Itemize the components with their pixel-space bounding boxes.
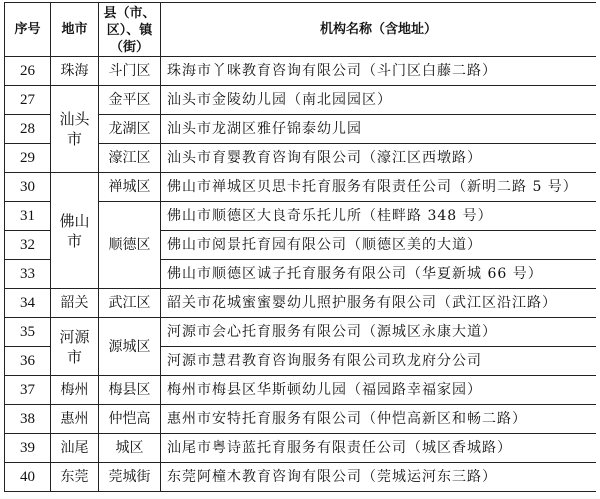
header-org: 机构名称（含地址） [161,3,597,57]
cell-org: 汕头市龙湖区雅仔锦泰幼儿园 [161,115,597,144]
cell-org: 梅州市梅县区华斯顿幼儿园（福园路幸福家园） [161,376,597,405]
cell-city: 东莞 [51,463,99,492]
cell-seq: 31 [5,202,51,231]
cell-org: 珠海市丫咪教育咨询有限公司（斗门区白藤二路） [161,57,597,86]
cell-county: 濠江区 [99,144,161,173]
cell-county: 莞城街 [99,463,161,492]
cell-city: 汕头市 [51,86,99,173]
cell-county: 仲恺高 [99,405,161,434]
table-row [5,463,597,492]
cell-org: 惠州市安特托育服务有限公司（仲恺高新区和畅二路） [161,405,597,434]
header-city: 地市 [51,3,99,57]
cell-org: 佛山市禅城区贝思卡托育服务有限责任公司（新明二路 5 号） [161,173,597,202]
cell-city: 珠海 [51,57,99,86]
cell-county: 金平区 [99,86,161,115]
cell-city: 韶关 [51,289,99,318]
cell-org: 佛山市顺德区诚子托育服务有限公司（华夏新城 66 号） [161,260,597,289]
cell-seq: 26 [5,57,51,86]
cell-org: 汕尾市粤诗蓝托育服务有限责任公司（城区香城路） [161,434,597,463]
cell-seq: 27 [5,86,51,115]
document-page [4,2,596,497]
header-county: 县（市、区）、镇（街） [99,3,161,57]
cell-org: 佛山市顺德区大良奇乐托儿所（桂畔路 348 号） [161,202,597,231]
childcare-institution-table [4,2,596,492]
cell-seq: 38 [5,405,51,434]
cell-seq: 32 [5,231,51,260]
table-row [5,57,597,86]
cell-county: 禅城区 [99,173,161,202]
cell-seq: 28 [5,115,51,144]
cell-seq: 33 [5,260,51,289]
cell-county: 斗门区 [99,57,161,86]
cell-org: 佛山市阅景托育园有限公司（顺德区美的大道） [161,231,597,260]
cell-county: 梅县区 [99,376,161,405]
cell-seq: 37 [5,376,51,405]
cell-seq: 34 [5,289,51,318]
cell-seq: 39 [5,434,51,463]
cell-seq: 29 [5,144,51,173]
cell-org: 韶关市花城蜜蜜婴幼儿照护服务有限公司（武江区沿江路） [161,289,597,318]
cell-city: 河源市 [51,318,99,376]
cell-county: 源城区 [99,318,161,376]
cell-city: 惠州 [51,405,99,434]
cell-org: 东莞阿橦木教育咨询有限公司（莞城运河东三路） [161,463,597,492]
cell-county: 城区 [99,434,161,463]
cell-city: 汕尾 [51,434,99,463]
cell-org: 汕头市金陵幼儿园（南北园园区） [161,86,597,115]
cell-county: 顺德区 [99,202,161,289]
cell-county: 武江区 [99,289,161,318]
cell-org: 汕头市育婴教育咨询有限公司（濠江区西墩路） [161,144,597,173]
cell-seq: 36 [5,347,51,376]
cell-seq: 35 [5,318,51,347]
table-row [5,86,597,115]
cell-org: 河源市慧君教育咨询服务有限公司玖龙府分公司 [161,347,597,376]
cell-seq: 40 [5,463,51,492]
table-row [5,405,597,434]
table-header-row [5,3,597,57]
table-row [5,376,597,405]
cell-seq: 30 [5,173,51,202]
table-row [5,173,597,202]
cell-city: 佛山市 [51,173,99,289]
cell-org: 河源市会心托育服务有限公司（源城区永康大道） [161,318,597,347]
header-seq: 序号 [5,3,51,57]
cell-county: 龙湖区 [99,115,161,144]
table-row [5,318,597,347]
table-row [5,434,597,463]
table-row [5,289,597,318]
cell-city: 梅州 [51,376,99,405]
